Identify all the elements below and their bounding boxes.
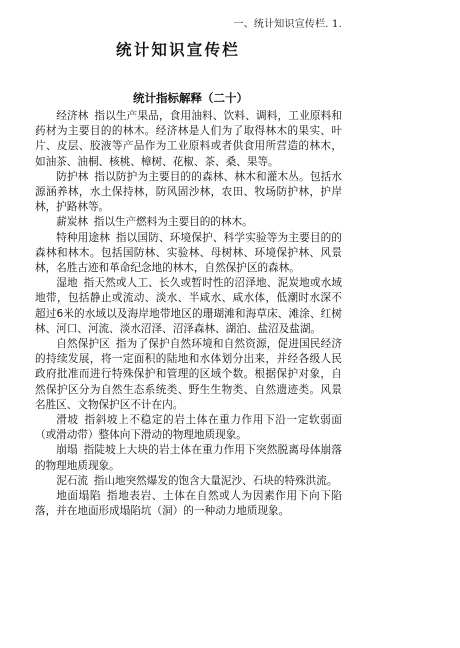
definition: 指以生产燃料为主要目的的林木。 <box>93 216 253 229</box>
definition-entry-rockfall <box>35 443 342 473</box>
definition: 指以国防、环境保护、科学实验等为主要目的的森林和林木。包括国防林、实验林、母树林、环境保护林、风景林，名胜古迹和革命纪念地的林木，自然保护区的森林。 <box>35 231 343 275</box>
definition: 指山地突然爆发的饱含大量泥沙、石块的特殊洪流。 <box>93 474 338 487</box>
definition: 指天然或人工、长久或暂时性的沼泽地、泥炭地或水域地带，包括静止或流动、淡水、半咸水、咸水体，低潮时水深不超过6米的水域以及海岸地带地区的珊瑚滩和海草床、滩涂、红树林、河口、河流、淡水沼泽、沼泽森林、湖泊、盐沼及盐湖。 <box>35 277 343 335</box>
term: 湿地 <box>56 277 78 290</box>
banner-title: 统计知识宣传栏 <box>116 40 240 59</box>
definitions-body <box>35 109 342 519</box>
term: 崩塌 <box>56 444 78 457</box>
definition-entry-nature-reserve <box>35 337 342 413</box>
definition-entry-special-purpose-forest <box>35 231 342 277</box>
definition: 指地表岩、土体在自然或人为因素作用下向下陷落，并在地面形成塌陷坑（洞）的一种动力地质现象。 <box>35 490 343 518</box>
definition-entry-landslide <box>35 413 342 443</box>
definition: 指陡坡上大块的岩土体在重力作用下突然脱离母体崩落的物理地质现象。 <box>35 444 343 472</box>
definition: 指为了保护自然环境和自然资源，促进国民经济的持续发展，将一定面积的陆地和水体划分出来，并经各级人民政府批准而进行特殊保护和管理的区域个数。根据保护对象，自然保护区分为自然生态系统类、野生生物类、自然遗迹类。风景名胜区、文物保护区不计在内。 <box>35 338 343 411</box>
definition-entry-fuel-forest <box>35 215 342 230</box>
definition-entry-wetland <box>35 276 342 337</box>
definition-entry-debris-flow <box>35 474 342 489</box>
header-note: 一、统计知识宣传栏. 1. <box>233 19 342 30</box>
term: 滑坡 <box>56 414 79 427</box>
definition: 指斜坡上不稳定的岩土体在重力作用下沿一定软弱面（或滑动带）整体向下滑动的物理地质现象。 <box>35 414 343 442</box>
term: 地面塌陷 <box>56 490 102 503</box>
term: 自然保护区 <box>56 338 111 351</box>
definition: 指以防护为主要目的的森林、林木和灌木丛。包括水源涵养林，水土保持林，防风固沙林，农田、牧场防护林，护岸林，护路林等。 <box>35 170 342 214</box>
definition-entry-ground-subsidence <box>35 489 342 519</box>
term: 泥石流 <box>56 474 88 487</box>
term: 薪炭林 <box>56 216 88 229</box>
definition-entry-economic-forest <box>35 109 342 170</box>
term: 防护林 <box>56 170 89 183</box>
definition: 指以生产果品，食用油料、饮料、调料，工业原料和药材为主要目的的林木。经济林是人们为了取得林木的果实、叶片、皮层、胶液等产品作为工业原料或者供食用所营造的林木，如油茶、油桐、核桃、樟树、花椒、茶、桑、果等。 <box>35 110 342 168</box>
term: 经济林 <box>56 110 89 122</box>
definition-entry-protection-forest <box>35 170 342 216</box>
section-title: 统计指标解释（二十） <box>133 91 248 105</box>
term: 特种用途林 <box>56 231 111 244</box>
